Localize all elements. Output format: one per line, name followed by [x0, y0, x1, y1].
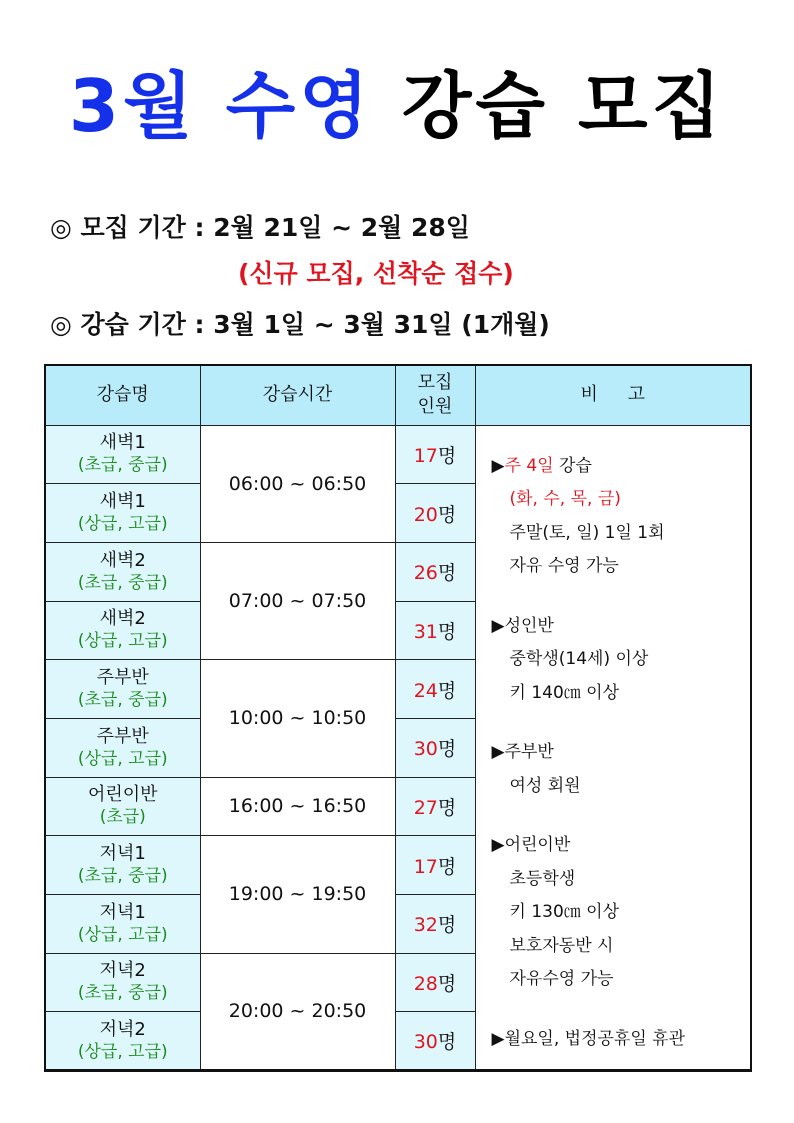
class-name: 저녁1 [99, 843, 146, 865]
class-name: 저녁1 [99, 901, 146, 923]
class-name-cell [45, 894, 200, 953]
class-level: (초급, 중급) [77, 866, 168, 887]
class-name-cell [45, 953, 200, 1012]
note-text: 강습 [553, 455, 592, 476]
class-name: 어린이반 [87, 784, 158, 806]
header-class-time: 강습시간 [200, 365, 395, 425]
capacity-unit: 명 [437, 972, 457, 995]
capacity-number: 31 [413, 620, 438, 643]
class-time: 19:00 ~ 19:50 [200, 836, 395, 953]
table-row [45, 425, 751, 484]
capacity-cell [395, 894, 475, 953]
capacity-cell [395, 777, 475, 836]
note-text: 키 130㎝ 이상 [509, 902, 620, 922]
class-name-cell [45, 425, 200, 484]
class-level: (초급, 중급) [77, 983, 168, 1004]
note-text: 키 140㎝ 이상 [509, 682, 620, 703]
capacity-unit: 명 [437, 562, 457, 585]
recruit-note: (신규 모집, 선착순 접수) [238, 259, 514, 288]
class-name: 주부반 [96, 725, 149, 747]
capacity-unit: 명 [437, 1031, 457, 1054]
class-time: 10:00 ~ 10:50 [200, 660, 395, 777]
class-name: 새벽2 [99, 608, 146, 630]
note-text: 여성 회원 [509, 775, 581, 796]
capacity-cell [395, 660, 475, 719]
page-title [0, 64, 794, 148]
capacity-cell [395, 484, 475, 543]
class-name: 저녁2 [99, 960, 146, 982]
class-name-cell [45, 542, 200, 601]
capacity-unit: 명 [437, 503, 457, 526]
capacity-cell [395, 836, 475, 895]
capacity-unit: 명 [437, 620, 457, 643]
class-name: 새벽2 [99, 549, 146, 571]
capacity-number: 32 [413, 914, 438, 937]
class-level: (상급, 고급) [77, 924, 168, 945]
note-marker: ▶ [491, 455, 505, 476]
class-time: 06:00 ~ 06:50 [200, 425, 395, 542]
class-level: (상급, 고급) [77, 748, 168, 769]
note-days: (화, 수, 목, 금) [509, 489, 621, 509]
note-text: 자유 수영 가능 [509, 556, 619, 576]
capacity-cell [395, 601, 475, 660]
class-level: (초급, 중급) [77, 455, 168, 476]
capacity-cell [395, 1012, 475, 1071]
note-item: ▶월요일, 법정공휴일 휴관 [491, 1028, 686, 1049]
capacity-number: 27 [413, 796, 438, 819]
note-text: 초등학생 [509, 868, 576, 889]
capacity-unit: 명 [437, 855, 457, 878]
title-highlight: 3월 수영 [68, 64, 373, 148]
note-item: ▶성인반 [491, 615, 554, 636]
capacity-cell [395, 953, 475, 1012]
note-text: 자유수영 가능 [509, 969, 614, 989]
header-notes: 비 고 [475, 365, 751, 425]
class-time: 16:00 ~ 16:50 [200, 777, 395, 836]
capacity-unit: 명 [437, 444, 457, 467]
class-level: (초급, 중급) [77, 690, 168, 711]
capacity-cell [395, 542, 475, 601]
note-item [492, 450, 751, 484]
title-main: 강습 모집 [401, 64, 726, 148]
class-name-cell [45, 484, 200, 543]
capacity-unit: 명 [437, 914, 457, 937]
header-class-name: 강습명 [45, 365, 200, 425]
recruit-period: ◎ 모집 기간 : 2월 21일 ~ 2월 28일 [50, 213, 470, 242]
header-capacity-line2: 인원 [417, 396, 453, 418]
class-name: 주부반 [96, 667, 149, 689]
class-name: 새벽1 [99, 491, 146, 512]
class-level: (초급) [99, 807, 146, 828]
capacity-number: 30 [413, 1031, 438, 1054]
capacity-unit: 명 [437, 796, 457, 819]
class-name: 저녁2 [99, 1018, 146, 1040]
class-name-cell [45, 836, 200, 895]
capacity-number: 17 [413, 444, 438, 467]
capacity-cell [395, 718, 475, 777]
capacity-number: 24 [413, 679, 438, 702]
note-text: 주말(토, 일) 1일 1회 [509, 522, 665, 543]
class-time: 07:00 ~ 07:50 [200, 542, 395, 659]
header-capacity [395, 365, 475, 425]
class-period: ◎ 강습 기간 : 3월 1일 ~ 3월 31일 (1개월) [50, 310, 550, 339]
notes-cell [475, 425, 751, 1071]
class-level: (초급, 중급) [77, 572, 168, 593]
class-time: 20:00 ~ 20:50 [200, 953, 395, 1070]
class-level: (상급, 고급) [77, 631, 168, 652]
class-name-cell [45, 601, 200, 660]
capacity-number: 26 [413, 562, 438, 585]
note-text: 중학생(14세) 이상 [509, 649, 649, 669]
capacity-number: 28 [413, 972, 438, 995]
note-item: ▶어린이반 [491, 835, 571, 855]
class-schedule-table [44, 364, 752, 1072]
capacity-unit: 명 [437, 679, 457, 702]
capacity-unit: 명 [437, 738, 457, 761]
class-level: (상급, 고급) [77, 1041, 168, 1062]
class-name-cell [45, 777, 200, 836]
class-name-cell [45, 718, 200, 777]
class-name-cell [45, 660, 200, 719]
class-name-cell [45, 1012, 200, 1071]
capacity-number: 30 [413, 738, 438, 761]
class-name: 새벽1 [99, 432, 146, 454]
note-text: 보호자동반 시 [509, 935, 614, 956]
capacity-number: 20 [413, 503, 438, 526]
note-highlight: 주 4일 [504, 455, 554, 476]
class-level: (상급, 고급) [77, 514, 168, 534]
capacity-cell [395, 425, 475, 484]
note-item: ▶주부반 [491, 742, 554, 762]
header-capacity-line1: 모집 [417, 372, 453, 394]
capacity-number: 17 [413, 855, 438, 878]
